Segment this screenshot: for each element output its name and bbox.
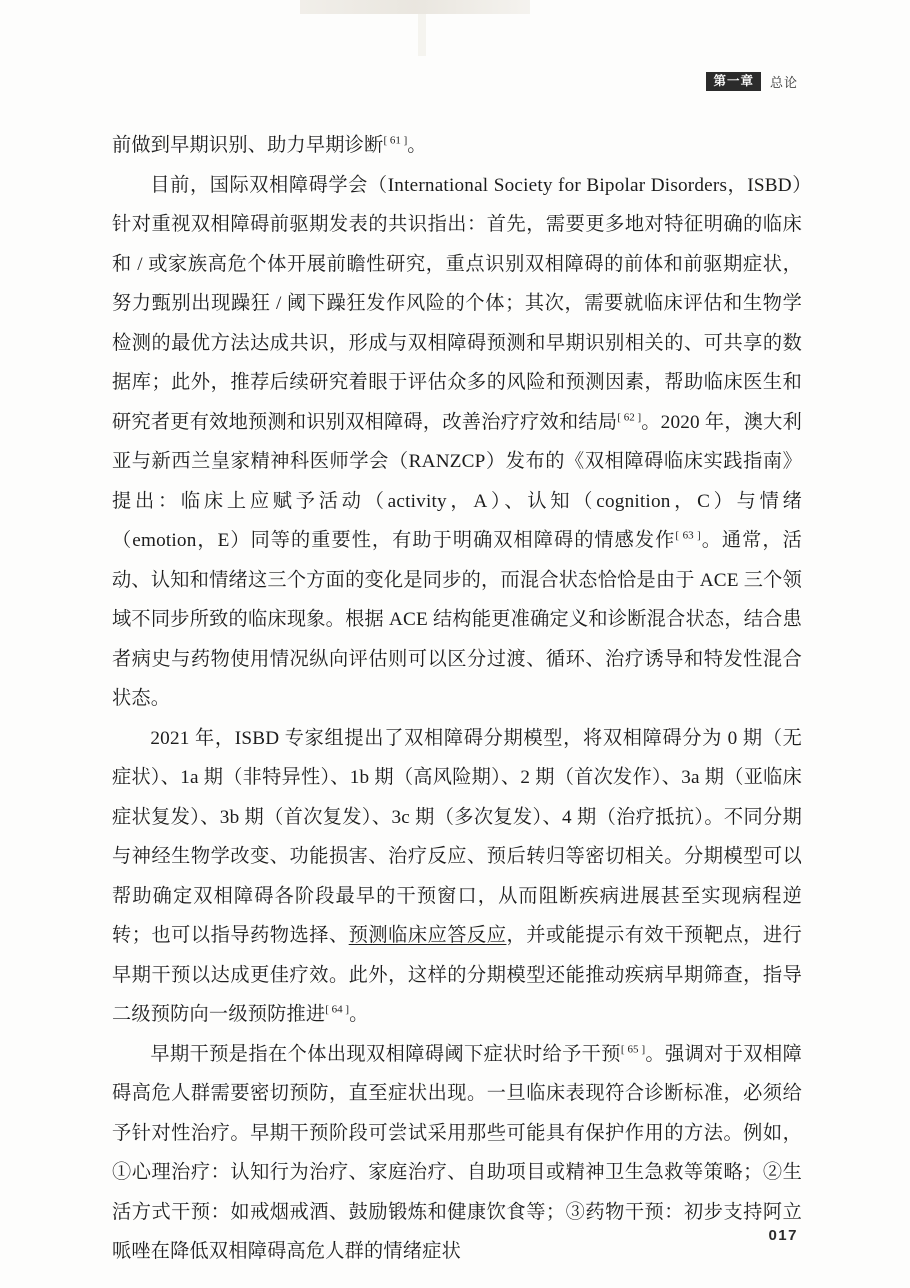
paragraph-staging-model: [112, 719, 802, 1035]
reference-marker: [ 63 ]: [675, 529, 701, 542]
document-body: [112, 126, 802, 1272]
paragraph-tail: 。: [349, 1004, 369, 1025]
paragraph-tail: 。: [407, 135, 427, 156]
paragraph-tail: 。2020 年，澳大利亚与新西兰皇家精神科医师学会（RANZCP）发布的《双相障碍临床实践指南》提出：临床上应赋予活动（activity，A）、认知（cognition，C）与情绪（emotion，E）同等的重要性，有助于明确双相障碍的情感发作: [112, 411, 803, 551]
paragraph-early-intervention: [112, 1035, 802, 1272]
paragraph-text: 早期干预是指在个体出现双相障碍阈下症状时给予干预: [150, 1043, 621, 1065]
page-number: 017: [768, 1227, 798, 1244]
paragraph-text: 前做到早期识别、助力早期诊断: [112, 135, 384, 156]
reference-marker: [ 61 ]: [383, 134, 408, 147]
paragraph-tail: 。强调对于双相障碍高危人群需要密切预防，直至症状出现。一旦临床表现符合诊断标准，必须给予针对性治疗。早期干预阶段可尝试采用那些可能具有保护作用的方法。例如，①心理治疗：认知行为治疗、家庭治疗、自助项目或精神卫生急救等策略；②生活方式干预：如戒烟戒酒、鼓励锻炼和健康饮食等；③药物干预：初步支持阿立哌唑在降低双相障碍高危人群的情绪症状: [112, 1043, 802, 1262]
paragraph-text: 2021 年，ISBD 专家组提出了双相障碍分期模型，将双相障碍分为 0 期（无症状）、1a 期（非特异性）、1b 期（高风险期）、2 期（首次发作）、3a 期（亚临床症状复发）、3b 期（首次复发）、3c 期（多次复发）、4 期（治疗抵抗）。不同分期与神经生物学改变、功能损害、治疗反应、预后转归等密切相关。分期模型可以帮助确定双相障碍各阶段最早的干预窗口，从而阻断疾病进展甚至实现病程逆转；也可以指导药物选择、预测临床应答反应，并或能提示有效干预靶点，进行早期干预以达成更佳疗效。此外，这样的分期模型还能推动疾病早期筛查，指导二级预防向一级预防推进: [112, 727, 802, 1025]
reference-marker: [ 62 ]: [617, 411, 642, 424]
paragraph-text: 目前，国际双相障碍学会（International Society for Bipolar Disorders，ISBD）针对重视双相障碍前驱期发表的共识指出：首先，需要更多地对特征明确的临床和 / 或家族高危个体开展前瞻性研究，重点识别双相障碍的前体和前驱期症状，努力甄别出现躁狂 / 阈下躁狂发作风险的个体；其次，需要就临床评估和生物学检测的最优方法达成共识，形成与双相障碍预测和早期识别相关的、可共享的数据库；此外，推荐后续研究着眼于评估众多的风险和预测因素，帮助临床医生和研究者更有效地预测和识别双相障碍，改善治疗疗效和结局: [112, 174, 802, 433]
paragraph-tail-2: 。通常，活动、认知和情绪这三个方面的变化是同步的，而混合状态恰恰是由于 ACE 三个领域不同步所致的临床现象。根据 ACE 结构能更准确定义和诊断混合状态，结合患者病史与药物使用情况纵向评估则可以区分过渡、循环、治疗诱导和特发性混合状态。: [112, 530, 802, 709]
chapter-tag: 第一章: [706, 72, 761, 91]
scan-artifact: [300, 0, 530, 14]
paragraph-isbd-consensus: [112, 166, 802, 719]
reference-marker: [ 64 ]: [325, 1003, 350, 1016]
scan-artifact-secondary: [418, 14, 426, 56]
running-head: [706, 72, 798, 91]
reference-marker: [ 65 ]: [620, 1043, 646, 1056]
paragraph-continued: [112, 126, 802, 166]
chapter-title: 总论: [769, 75, 798, 90]
underlined-phrase: 预测临床应答反应: [348, 925, 507, 946]
